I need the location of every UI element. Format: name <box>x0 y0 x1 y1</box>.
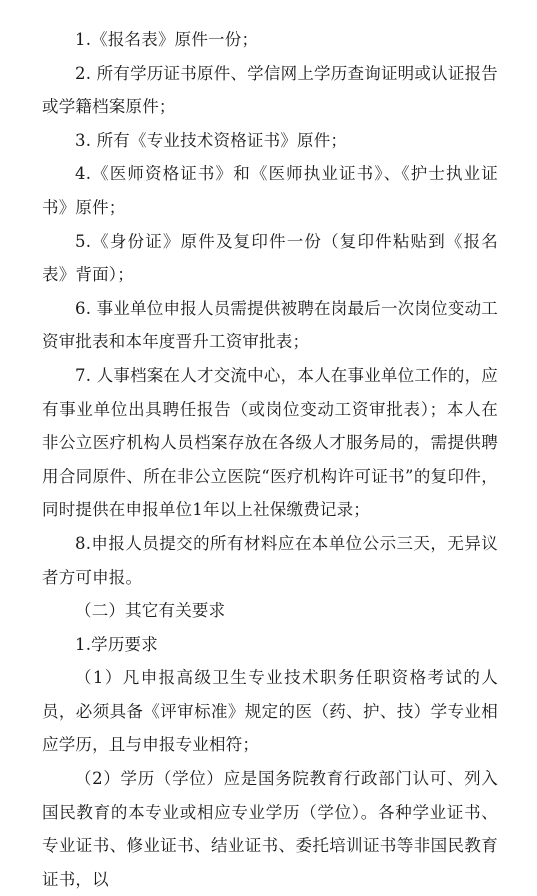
list-item-report-form: 1.《报名表》原件一份； <box>75 30 259 49</box>
list-item-salary-approval: 6. 事业单位申报人员需提供被聘在岗最后一次岗位变动工资审批表和本年度晋升工资审批表； <box>42 298 498 352</box>
list-item-qualification-certificates: 3. 所有《专业技术资格证书》原件； <box>75 130 348 150</box>
list-item-education-certificates: 2. 所有学历证书原件、学信网上学历查询证明或认证报告或学籍档案原件； <box>42 63 498 117</box>
section-heading-other-requirements: （二）其它有关要求 <box>75 601 226 621</box>
subsection-heading-education: 1.学历要求 <box>75 634 158 654</box>
requirement-item-1: （1）凡申报高级卫生专业技术职务任职资格考试的人员，必须具备《评审标准》规定的医（药、护、技）学专业相应学历，且与申报专业相符； <box>42 668 498 755</box>
list-item-id-card: 5.《身份证》原件及复印件一份（复印件粘贴到《报名表》背面）； <box>42 231 498 285</box>
list-item-personnel-file: 7. 人事档案在人才交流中心，本人在事业单位工作的，应有事业单位出具聘任报告（或岗位变动工资审批表）；本人在非公立医疗机构人员档案存放在各级人才服务局的，需提供聘用合同原件、所在非公立医院“医疗机构许可证书”的复印件，同时提供在申报单位1年以上社保缴费记录； <box>42 365 498 520</box>
list-item-public-notice: 8.申报人员提交的所有材料应在本单位公示三天，无异议者方可申报。 <box>42 533 498 587</box>
document-body <box>42 23 498 896</box>
list-item-practice-certificates: 4.《医师资格证书》和《医师执业证书》、《护士执业证书》原件； <box>42 164 498 217</box>
requirement-item-2: （2）学历（学位）应是国务院教育行政部门认可、列入国民教育的本专业或相应专业学历（学位）。各种学业证书、专业证书、修业证书、结业证书、委托培训证书等非国民教育证书，以 <box>42 769 498 889</box>
